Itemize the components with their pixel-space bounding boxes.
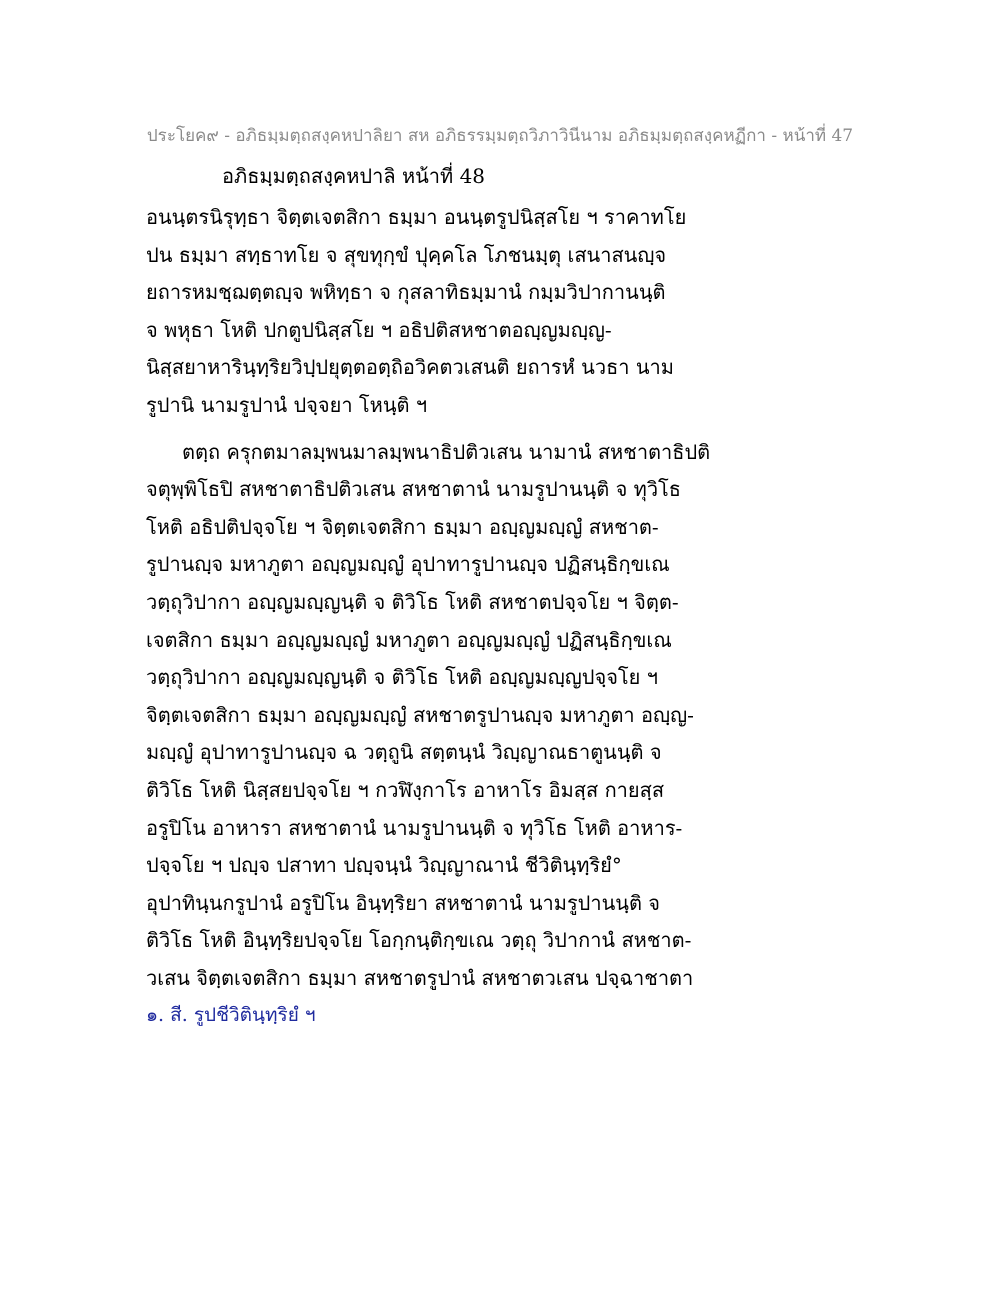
text-line: วเสน จิตฺตเจตสิกา ธมฺมา สหชาตรูปานํ สหชาตวเสน ปจฺฉาชาตา xyxy=(146,965,694,990)
text-line: เจตสิกา ธมฺมา อญฺญมญฺญํ มหาภูตา อญฺญมญฺญํ ปฏิสนฺธิกฺขเณ xyxy=(146,627,672,652)
page-reference: อภิธมฺมตฺถสงฺคหปาลิ หน้าที่ 48 xyxy=(222,164,486,188)
text-line: ปจฺจโย ฯ ปญฺจ ปสาทา ปญฺจนฺนํ วิญฺญาณานํ ชีวิตินฺทฺริยํ° xyxy=(146,853,622,878)
text-line: ติวิโธ โหติ อินฺทฺริยปจฺจโย โอกฺกนฺติกฺขเณ วตฺถุ วิปากานํ สหชาต- xyxy=(146,928,692,953)
text-line: ปน ธมฺมา สทฺธาทโย จ สุขทุกฺขํ ปุคฺคโล โภชนมฺตุ เสนาสนญฺจ xyxy=(146,242,667,267)
text-line: อรูปิโน อาหารา สหชาตานํ นามรูปานนฺติ จ ทุวิโธ โหติ อาหาร- xyxy=(146,815,683,840)
text-line: นิสฺสยาหารินฺทฺริยวิปฺปยุตฺตอตฺถิอวิคตวเสนติ ยถารหํ นวธา นาม xyxy=(146,355,674,380)
text-line: ติวิโธ โหติ นิสฺสยปจฺจโย ฯ กวฬิงฺกาโร อาหาโร อิมสฺส กายสฺส xyxy=(146,777,665,802)
text-line: ยถารหมชฺฌตฺตญฺจ พหิทฺธา จ กุสลาทิธมฺมานํ กมฺมวิปากานนฺติ xyxy=(146,280,666,305)
text-line: รูปานิ นามรูปานํ ปจฺจยา โหนฺติ ฯ xyxy=(146,392,428,417)
body-text xyxy=(146,199,711,1035)
text-line: จตุพฺพิโธปิ สหชาตาธิปติวเสน สหชาตานํ นามรูปานนฺติ จ ทุวิโธ xyxy=(146,477,682,502)
text-line: มญฺญํ อุปาทารูปานญฺจ ฉ วตฺถูนิ สตฺตนฺนํ วิญฺญาณธาตูนนฺติ จ xyxy=(146,740,662,765)
paragraph-gap xyxy=(146,425,706,434)
running-header: ประโยค๙ - อภิธมฺมตฺถสงฺคหปาลิยา สห อภิธรรมฺมตฺถวิภาวินีนาม อภิธมฺมตฺถสงฺคหฏีกา - หน้าที่ 47 xyxy=(146,126,854,146)
text-line: อนนฺตรนิรุทฺธา จิตฺตเจตสิกา ธมฺมา อนนฺตรูปนิสฺสโย ฯ ราคาทโย xyxy=(146,205,687,229)
text-line: ตตฺถ ครุกตมาลมฺพนมาลมฺพนาธิปติวเสน นามานํ สหชาตาธิปติ xyxy=(182,439,711,464)
text-line: จ พหุธา โหติ ปกตูปนิสฺสโย ฯ อธิปติสหชาตอญฺญมญฺญ- xyxy=(146,317,612,342)
text-line: อุปาทินฺนกรูปานํ อรูปิโน อินฺทฺริยา สหชาตานํ นามรูปานนฺติ จ xyxy=(146,890,661,915)
text-line: จิตฺตเจตสิกา ธมฺมา อญฺญมญฺญํ สหชาตรูปานญฺจ มหาภูตา อญฺญ- xyxy=(146,702,694,727)
text-line: วตฺถุวิปากา อญฺญมญฺญนฺติ จ ติวิโธ โหติ สหชาตปจฺจโย ฯ จิตฺต- xyxy=(146,589,679,614)
text-line: โหติ อธิปติปจฺจโย ฯ จิตฺตเจตสิกา ธมฺมา อญฺญมญฺญํ สหชาต- xyxy=(146,514,659,539)
footnote: ๑. สี. รูปชีวิตินฺทฺริยํ ฯ xyxy=(146,1004,316,1027)
text-line: วตฺถุวิปากา อญฺญมญฺญนฺติ จ ติวิโธ โหติ อญฺญมญฺญปจฺจโย ฯ xyxy=(146,665,658,690)
text-line: รูปานญฺจ มหาภูตา อญฺญมญฺญํ อุปาทารูปานญฺจ ปฏิสนฺธิกฺขเณ xyxy=(146,552,670,577)
